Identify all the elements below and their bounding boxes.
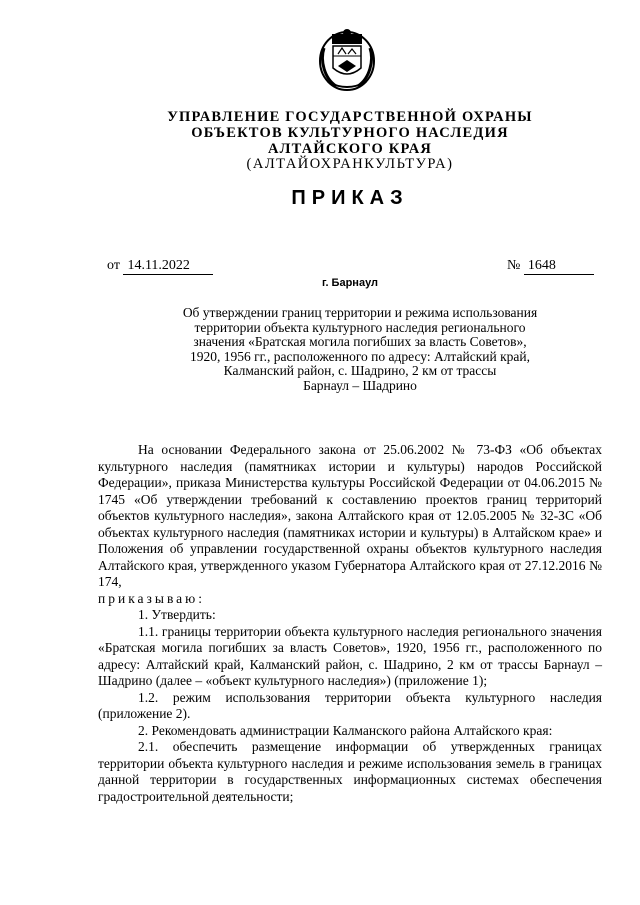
order-subject bbox=[140, 306, 580, 393]
org-name-line-1: УПРАВЛЕНИЕ ГОСУДАРСТВЕННОЙ ОХРАНЫ bbox=[167, 109, 533, 125]
item-1: 1. Утвердить: bbox=[138, 607, 216, 622]
item-2-1: 2.1. обеспечить размещение информации об утвержденных границах территории объекта культурного наследия и режиме использования земель в границах данной территории в государственных информационных системах обеспечения градостроительной деятельности; bbox=[98, 739, 602, 804]
preamble-paragraph: На основании Федерального закона от 25.06.2002 № 73-ФЗ «Об объектах культурного наследия (памятниках истории и культуры) народов Российской Федерации», приказа Министерства культуры Российской Федерации от 04.06.2015 № 1745 «Об утверждении требований к составлению проектов границ территорий объектов культурного наследия», закона Алтайского края от 12.05.2005 № 32-ЗС «Об объектах культурного наследия (памятниках истории и культуры) в Алтайском крае» и Положения об управлении государственной охраны объектов культурного наследия Алтайского края, утвержденного указом Губернатора Алтайского края от 27.12.2016 № 174, bbox=[98, 442, 602, 589]
subject-line: значения «Братская могила погибших за власть Советов», bbox=[193, 334, 527, 349]
coat-of-arms-emblem bbox=[318, 28, 376, 92]
number-value: 1648 bbox=[524, 258, 594, 275]
subject-line: Калманский район, с. Шадрино, 2 км от трассы bbox=[223, 363, 497, 378]
org-short-name: (АЛТАЙОХРАНКУЛЬТУРА) bbox=[246, 156, 454, 172]
subject-line: 1920, 1956 гг., расположенного по адресу: Алтайский край, bbox=[190, 348, 530, 364]
subject-line: Об утверждении границ территории и режима использования bbox=[182, 305, 538, 320]
document-type-title: ПРИКАЗ bbox=[291, 187, 409, 209]
item-2: 2. Рекомендовать администрации Калманского района Алтайского края: bbox=[138, 722, 553, 738]
number-prefix: № bbox=[507, 258, 521, 273]
city-label: г. Барнаул bbox=[321, 277, 379, 289]
org-name-line-3: АЛТАЙСКОГО КРАЯ bbox=[267, 141, 433, 157]
item-1-1: 1.1. границы территории объекта культурного наследия регионального значения «Братская могила погибших за власть Советов», 1920, 1956 гг., расположенного по адресу: Алтайский край, Калманский район, с. Шадрино, 2 км от трассы Барнаул – Шадрино (далее – «объект культурного наследия») (приложение 1); bbox=[98, 623, 602, 688]
order-body bbox=[98, 442, 602, 805]
subject-line: Барнаул – Шадрино bbox=[303, 377, 417, 393]
org-name-line-2: ОБЪЕКТОВ КУЛЬТУРНОГО НАСЛЕДИЯ bbox=[191, 125, 509, 141]
order-word: приказываю: bbox=[98, 590, 205, 606]
date-value: 14.11.2022 bbox=[123, 258, 213, 275]
date-field bbox=[107, 258, 213, 275]
number-field bbox=[507, 258, 594, 275]
date-prefix: от bbox=[107, 258, 120, 273]
item-1-2: 1.2. режим использования территории объекта культурного наследия (приложение 2). bbox=[98, 689, 602, 721]
subject-line: территории объекта культурного наследия регионального bbox=[194, 319, 526, 335]
